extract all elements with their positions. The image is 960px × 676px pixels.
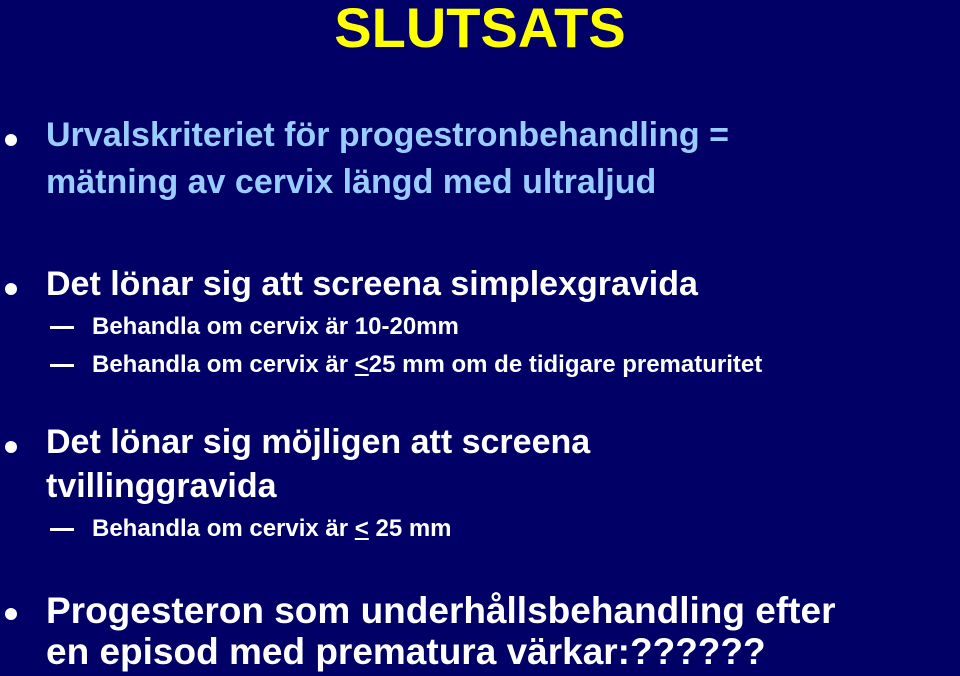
dash-icon xyxy=(50,528,74,531)
bullet-3-sub-1 xyxy=(0,513,960,545)
bullet-2-sub-1 xyxy=(0,311,960,343)
sub-item-text: Behandla om cervix är < 25 mm xyxy=(92,515,452,542)
bullet-4-line-1: Progesteron som underhållsbehandling efter xyxy=(46,590,836,631)
bullet-2-sub-2 xyxy=(0,349,960,381)
bullet-1-line-1: Urvalskriteriet för progestronbehandling = xyxy=(46,116,729,154)
sub-item-text: Behandla om cervix är <25 mm om de tidigare prematuritet xyxy=(92,351,763,378)
bullet-dot-icon xyxy=(5,441,17,453)
dash-icon xyxy=(50,326,74,329)
sub-item-text: Behandla om cervix är 10-20mm xyxy=(92,313,459,340)
bullet-3-line-1: Det lönar sig möjligen att screena xyxy=(46,423,591,461)
bullet-dot-icon xyxy=(5,283,17,295)
bullet-1-line-2: mätning av cervix längd med ultraljud xyxy=(46,163,657,201)
bullet-2-line-1: Det lönar sig att screena simplexgravida xyxy=(46,265,698,303)
bullet-4-line-2: en episod med prematura värkar:?????? xyxy=(46,631,766,672)
bullet-dot-icon xyxy=(5,134,17,146)
less-or-equal-symbol: < xyxy=(354,351,369,378)
bullet-3-line-2: tvillinggravida xyxy=(46,467,277,505)
less-or-equal-symbol: < xyxy=(354,515,369,542)
slide-title: SLUTSATS xyxy=(334,0,626,59)
dash-icon xyxy=(50,364,74,367)
bullet-dot-icon xyxy=(5,608,17,620)
